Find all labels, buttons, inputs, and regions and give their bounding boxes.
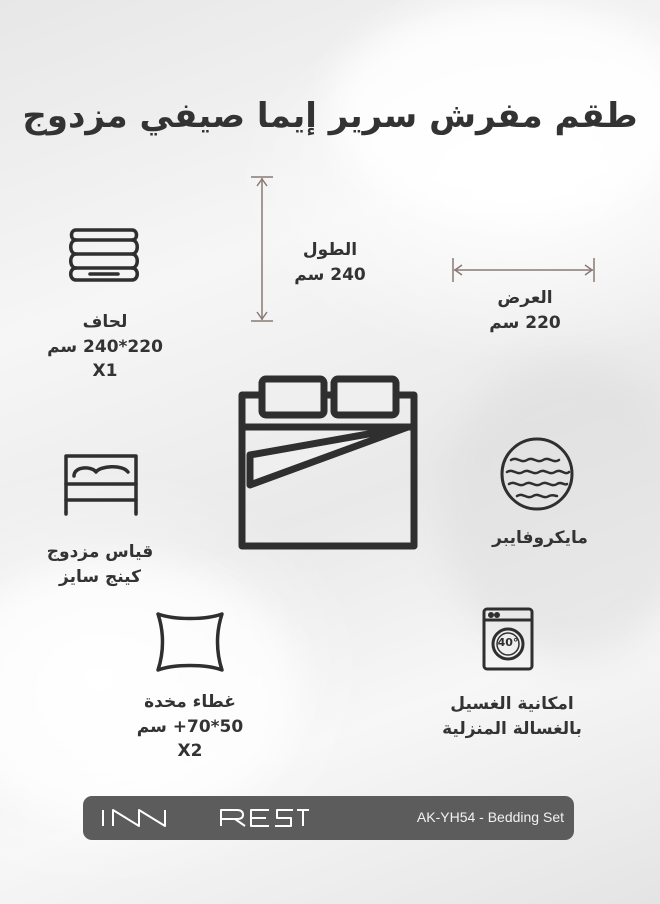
washing-label: امكانية الغسيل بالغسالة المنزلية [442,694,582,739]
bed-sheet-icon [238,375,418,550]
duvet-label: لحاف 220*240 سم X1 [47,312,163,382]
width-label: العرض 220 سم [489,288,561,333]
length-dimension-line [247,174,277,324]
bed-size-label: قياس مزدوج كينج سايز [46,542,154,587]
temperature-text: 40° [497,636,519,649]
page-title: طقم مفرش سرير إيما صيفي مزدوج [22,96,638,136]
model-number: AK-YH54 - Bedding Set [416,809,564,825]
width-dimension-line [451,255,597,285]
washing-machine-icon [481,606,535,672]
pillow-label: غطاء مخدة 50*70+ سم X2 [136,692,244,762]
pillow-icon [152,610,228,674]
microfiber-label: مايكروفايبر [492,528,588,548]
brand-bar [83,796,574,840]
microfiber-icon [499,436,575,512]
length-label: الطول 240 سم [294,240,366,285]
folded-duvet-icon [66,222,142,286]
double-bed-icon [62,454,140,516]
brand-logo [101,807,309,833]
